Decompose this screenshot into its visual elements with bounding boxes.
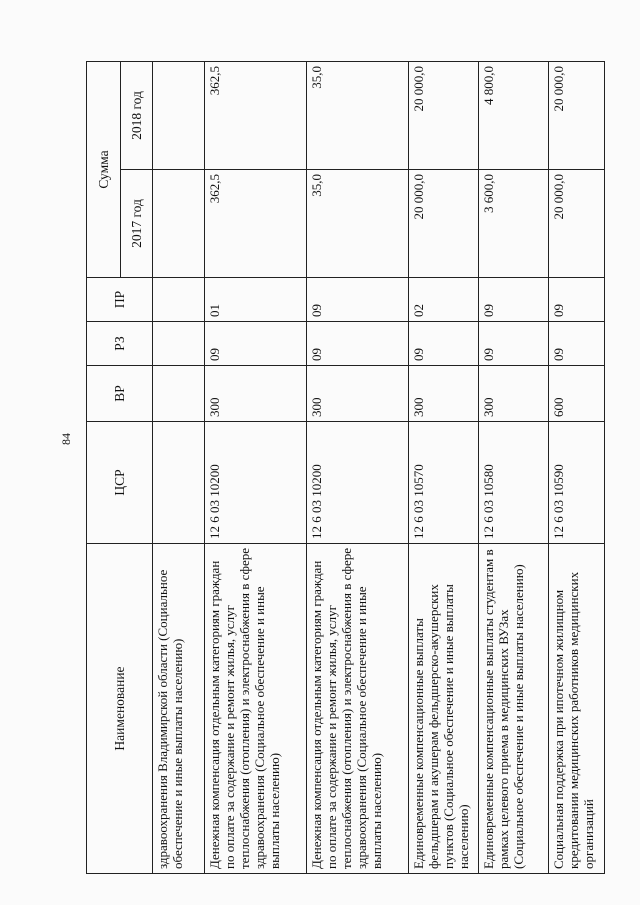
cell-pr: 09 (549, 278, 605, 322)
cell-rz: 09 (479, 322, 549, 366)
cell-rz (153, 322, 205, 366)
cell-vr: 300 (409, 366, 479, 422)
cell-2018 (153, 61, 205, 169)
header-sum: Сумма (87, 61, 121, 277)
cell-2018: 4 800,0 (479, 61, 549, 169)
cell-pr: 09 (307, 278, 409, 322)
header-2018: 2018 год (121, 61, 153, 169)
cell-name: Единовременные компенсационные выплаты студентам в рамках целевого приема в медицинских ВУЗах (Социальное обеспечение и иные выплаты населению) (479, 544, 549, 874)
table-row (205, 61, 307, 873)
cell-2017: 3 600,0 (479, 170, 549, 278)
header-row (87, 61, 121, 873)
page-number: 84 (59, 433, 73, 445)
cell-vr: 600 (549, 366, 605, 422)
cell-csr: 12 6 03 10590 (549, 422, 605, 544)
header-vr: ВР (87, 366, 153, 422)
table-row (153, 61, 205, 873)
header-rz: РЗ (87, 322, 153, 366)
cell-rz: 09 (549, 322, 605, 366)
cell-vr: 300 (307, 366, 409, 422)
cell-2018: 362,5 (205, 61, 307, 169)
table-row (549, 61, 605, 873)
table-row (479, 61, 549, 873)
cell-rz: 09 (307, 322, 409, 366)
cell-2017 (153, 170, 205, 278)
budget-table (86, 61, 605, 874)
cell-2017: 20 000,0 (549, 170, 605, 278)
cell-pr: 02 (409, 278, 479, 322)
cell-2018: 35,0 (307, 61, 409, 169)
cell-name: здравоохранения Владимирской области (Социальное обеспечение и иные выплаты населению) (153, 544, 205, 874)
cell-csr: 12 6 03 10200 (307, 422, 409, 544)
table-row (409, 61, 479, 873)
cell-rz: 09 (409, 322, 479, 366)
cell-2017: 362,5 (205, 170, 307, 278)
cell-vr (153, 366, 205, 422)
cell-csr: 12 6 03 10570 (409, 422, 479, 544)
cell-2018: 20 000,0 (409, 61, 479, 169)
cell-csr: 12 6 03 10200 (205, 422, 307, 544)
cell-rz: 09 (205, 322, 307, 366)
cell-2017: 20 000,0 (409, 170, 479, 278)
header-name: Наименование (87, 544, 153, 874)
cell-2018: 20 000,0 (549, 61, 605, 169)
cell-name: Денежная компенсация отдельным категориям граждан по оплате за содержание и ремонт жилья, услуг теплоснабжения (отопления) и электроснабжения в сфере здравоохранения (Социальное обеспечение и иные выплаты населению) (205, 544, 307, 874)
cell-csr: 12 6 03 10580 (479, 422, 549, 544)
cell-pr: 01 (205, 278, 307, 322)
cell-name: Социальная поддержка при ипотечном жилищном кредитовании медицинских работников медицинских организаций (549, 544, 605, 874)
header-pr: ПР (87, 278, 153, 322)
cell-name: Денежная компенсация отдельным категориям граждан по оплате за содержание и ремонт жилья, услуг теплоснабжения (отопления) и электроснабжения в сфере здравоохранения (Социальное обеспечение и иные выплаты населению) (307, 544, 409, 874)
cell-pr (153, 278, 205, 322)
cell-vr: 300 (479, 366, 549, 422)
header-csr: ЦСР (87, 422, 153, 544)
header-2017: 2017 год (121, 170, 153, 278)
cell-2017: 35,0 (307, 170, 409, 278)
cell-name: Единовременные компенсационные выплаты фельдшерам и акушерам фельдшерско-акушерских пунктов (Социальное обеспечение и иные выплаты населению) (409, 544, 479, 874)
cell-csr (153, 422, 205, 544)
table-row (307, 61, 409, 873)
budget-table-rotated (86, 62, 596, 874)
cell-pr: 09 (479, 278, 549, 322)
cell-vr: 300 (205, 366, 307, 422)
